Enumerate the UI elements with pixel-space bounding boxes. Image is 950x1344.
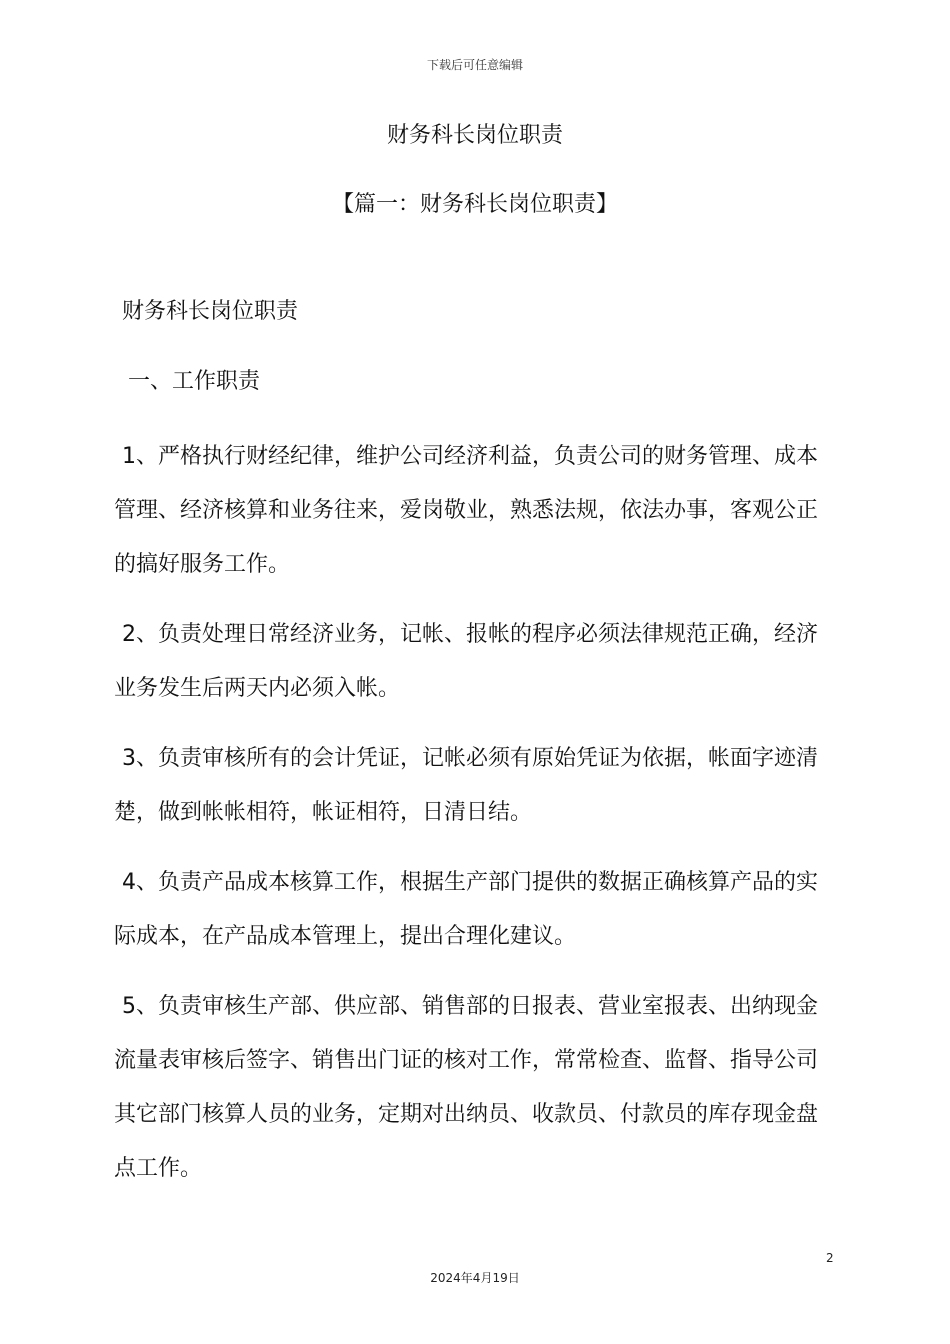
footer-date: 2024年4月19日: [430, 1271, 520, 1285]
page-number: 2: [826, 1251, 834, 1265]
subsection-title: 一、工作职责: [128, 369, 261, 394]
document-title: 财务科长岗位职责: [386, 123, 563, 148]
duties-list: [114, 430, 836, 1212]
duty-item-5: 5、负责审核生产部、供应部、销售部的日报表、营业室报表、出纳现金流量表审核后签字、销售出门证的核对工作，常常检查、监督、指导公司其它部门核算人员的业务，定期对出纳员、收款员、付款员的库存现金盘点工作。: [114, 994, 819, 1181]
document-subtitle: 【篇一：财务科长岗位职责】: [331, 192, 618, 217]
section-title: 财务科长岗位职责: [122, 299, 299, 324]
duty-item-2: 2、负责处理日常经济业务，记帐、报帐的程序必须法律规范正确，经济业务发生后两天内必须入帐。: [114, 622, 818, 701]
duty-item-4: 4、负责产品成本核算工作，根据生产部门提供的数据正确核算产品的实际成本，在产品成本管理上，提出合理化建议。: [114, 870, 818, 949]
duty-item-1: 1、严格执行财经纪律，维护公司经济利益，负责公司的财务管理、成本管理、经济核算和业务往来，爱岗敬业，熟悉法规，依法办事，客观公正的搞好服务工作。: [114, 444, 819, 577]
duty-item-3: 3、负责审核所有的会计凭证，记帐必须有原始凭证为依据，帐面字迹清楚，做到帐帐相符，帐证相符，日清日结。: [114, 746, 818, 825]
header-note: 下载后可任意编辑: [426, 58, 523, 72]
